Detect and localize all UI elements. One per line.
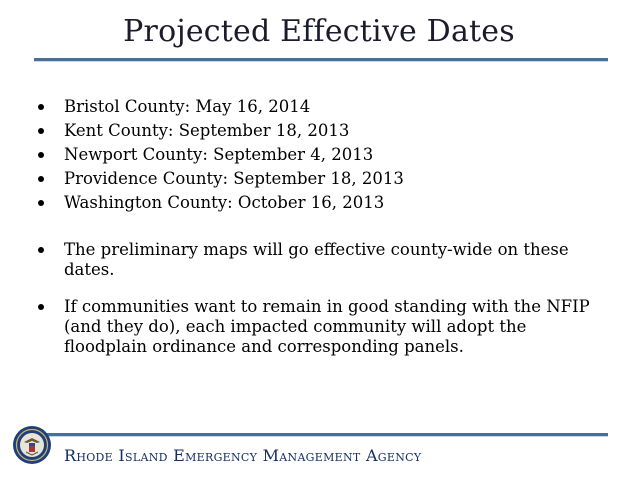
slide-title: Projected Effective Dates bbox=[123, 14, 515, 49]
title-rule bbox=[34, 58, 608, 62]
list-item bbox=[38, 240, 598, 280]
list-item bbox=[38, 169, 598, 189]
county-date: Washington County: October 16, 2013 bbox=[64, 193, 385, 212]
list-item bbox=[38, 121, 598, 141]
bullet-icon bbox=[38, 128, 44, 134]
notes-list bbox=[38, 240, 598, 374]
footer-rule bbox=[34, 433, 608, 437]
county-date: Bristol County: May 16, 2014 bbox=[64, 97, 311, 116]
note-text: The preliminary maps will go effective county-wide on these dates. bbox=[64, 240, 569, 279]
agency-name: Rhode Island Emergency Management Agency bbox=[64, 446, 422, 465]
agency-seal-icon bbox=[12, 425, 52, 465]
bullet-icon bbox=[38, 152, 44, 158]
county-date: Kent County: September 18, 2013 bbox=[64, 121, 350, 140]
county-date: Providence County: September 18, 2013 bbox=[64, 169, 404, 188]
note-text: If communities want to remain in good standing with the NFIP (and they do), each impacted community will adopt the floodplain ordinance and corresponding panels. bbox=[64, 297, 590, 356]
bullet-icon bbox=[38, 200, 44, 206]
list-item bbox=[38, 145, 598, 165]
bullet-icon bbox=[38, 247, 44, 253]
county-date-list bbox=[38, 97, 598, 217]
bullet-icon bbox=[38, 304, 44, 310]
list-item bbox=[38, 97, 598, 117]
list-item bbox=[38, 193, 598, 213]
bullet-icon bbox=[38, 176, 44, 182]
county-date: Newport County: September 4, 2013 bbox=[64, 145, 374, 164]
list-item bbox=[38, 297, 598, 357]
bullet-icon bbox=[38, 104, 44, 110]
